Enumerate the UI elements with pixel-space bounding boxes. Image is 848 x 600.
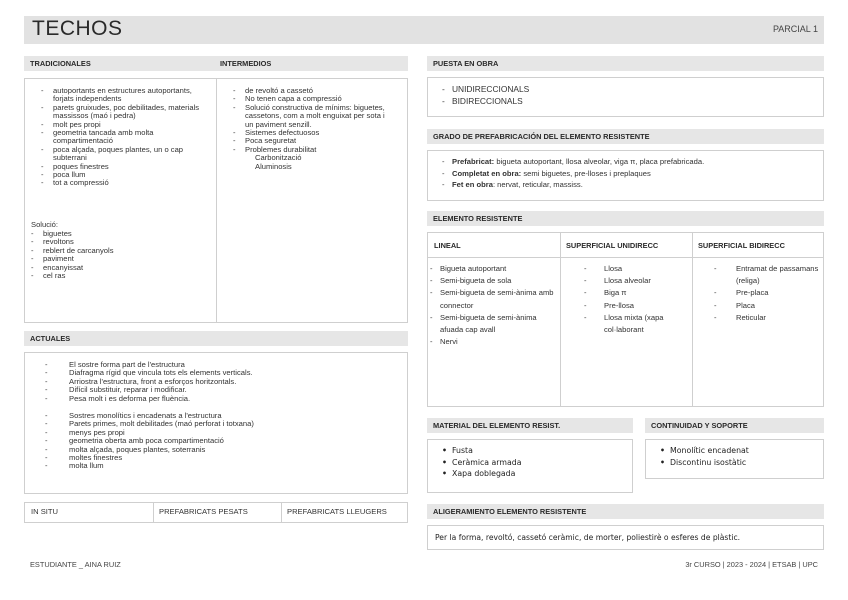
list-item: • Fusta — [442, 445, 521, 457]
list-item: - molt pes propi — [41, 121, 213, 129]
header-superficial-unidirecc: SUPERFICIAL UNIDIRECC — [566, 241, 659, 250]
tab-in-situ[interactable]: IN SITU — [31, 507, 59, 516]
unidirecc-list — [584, 263, 690, 336]
tradicionales-intermedios-box — [24, 78, 408, 323]
list-item: - Arriostra l'estructura, front a esforços horitzontals. — [45, 378, 400, 386]
list-item: - Sistemes defectuosos — [233, 129, 393, 137]
continuidad-title: CONTINUIDAD Y SOPORTE — [651, 421, 748, 430]
actuales-bar — [24, 331, 408, 346]
list-item: Aluminosis — [255, 161, 292, 171]
footer-course: 3r CURSO | 2023 - 2024 | ETSAB | UPC — [685, 560, 818, 569]
list-item: - moltes finestres — [45, 454, 400, 462]
intermedios-list — [233, 87, 393, 171]
tradicionales-title: TRADICIONALES — [30, 59, 91, 68]
grado-box — [427, 150, 824, 201]
list-item: - Fet en obra: nervat, reticular, massiss. — [442, 179, 820, 191]
list-item: - Pre-llosa — [584, 300, 690, 312]
list-item: - molta alçada, poques plantes, soterranis — [45, 446, 400, 454]
list-item: - Solució constructiva de mínims: biguetes, cassetons, com a molt enguixat per sota i un paviment senzill. — [233, 104, 393, 129]
list-item: - Semi-bigueta de sola — [430, 275, 554, 287]
list-item: • Monolític encadenat — [660, 445, 749, 457]
list-item: - molta llum — [45, 462, 400, 470]
puesta-title: PUESTA EN OBRA — [433, 59, 499, 68]
list-item: - Reticular — [714, 312, 820, 324]
list-item: • Ceràmica armada — [442, 457, 521, 469]
actuales-list — [45, 361, 400, 471]
list-item: - menys pes propi — [45, 429, 400, 437]
list-item: - Semi-bigueta de semi-ànima afuada cap avall — [430, 312, 554, 336]
list-item: • Xapa doblegada — [442, 468, 521, 480]
list-item: - autoportants en estructures autoportants, forjats independents — [41, 87, 213, 104]
list-item: - poques finestres — [41, 163, 213, 171]
list-item: - parets gruixudes, poc debilitades, materials massissos (maó i pedra) — [41, 104, 213, 121]
material-list — [442, 445, 521, 480]
list-item: - revoltons — [31, 238, 211, 246]
list-item: - cel ras — [31, 272, 211, 280]
list-item: - Prefabricat: bigueta autoportant, llosa alveolar, viga π, placa prefabricada. — [442, 156, 820, 168]
list-item: - paviment — [31, 255, 211, 263]
list-item: - Placa — [714, 300, 820, 312]
list-item: - Llosa mixta (xapa col·laborant — [584, 312, 690, 336]
intermedios-title: INTERMEDIOS — [220, 59, 272, 68]
list-item: - geometria oberta amb poca compartimentació — [45, 437, 400, 445]
solucio-list — [31, 230, 211, 280]
grado-title: GRADO DE PREFABRICACIÓN DEL ELEMENTO RESISTENTE — [433, 132, 650, 141]
aligeramiento-title: ALIGERAMIENTO ELEMENTO RESISTENTE — [433, 507, 587, 516]
list-item: - Sostres monolítics i encadenats a l'estructura — [45, 412, 400, 420]
list-item: - Bigueta autoportant — [430, 263, 554, 275]
aligeramiento-box — [427, 525, 824, 550]
footer-student: ESTUDIANTE _ AINA RUIZ — [30, 560, 121, 569]
actuales-box — [24, 352, 408, 494]
material-bar — [427, 418, 633, 433]
list-item: - UNIDIRECCIONALS — [442, 83, 529, 95]
material-title: MATERIAL DEL ELEMENTO RESIST. — [433, 421, 561, 430]
header-superficial-bidirecc: SUPERFICIAL BIDIRECC — [698, 241, 785, 250]
grado-list — [442, 156, 820, 191]
list-item: - Diafragma rígid que vincula tots els elements verticals. — [45, 369, 400, 377]
grado-bar — [427, 129, 824, 144]
list-item: - tot a compressió — [41, 179, 213, 187]
material-box — [427, 439, 633, 493]
puesta-bar — [427, 56, 824, 71]
header-lineal: LINEAL — [434, 241, 461, 250]
list-item: - El sostre forma part de l'estructura — [45, 361, 400, 369]
list-item: - Pesa molt i es deforma per fluència. — [45, 395, 400, 403]
puesta-list — [442, 83, 529, 107]
elemento-bar — [427, 211, 824, 226]
list-item: - de revoltó a cassetó — [233, 87, 393, 95]
list-item: - Entramat de passamans (religa) — [714, 263, 820, 287]
list-item: - Llosa — [584, 263, 690, 275]
list-item: - Biga π — [584, 287, 690, 299]
list-item: - Semi-bigueta de semi-ànima amb connector — [430, 287, 554, 311]
list-item: - Llosa alveolar — [584, 275, 690, 287]
list-item: Carbonització — [255, 153, 302, 163]
list-item: - geometria tancada amb molta compartimentació — [41, 129, 213, 146]
actuales-title: ACTUALES — [30, 334, 71, 343]
list-item: - Poca seguretat — [233, 137, 393, 145]
list-item: - Problemes durabilitat — [233, 146, 393, 154]
tradicionales-list — [41, 87, 213, 188]
list-item: - BIDIRECCIONALS — [442, 95, 529, 107]
elemento-box — [427, 232, 824, 407]
puesta-box — [427, 77, 824, 117]
continuidad-bar — [645, 418, 824, 433]
elemento-title: ELEMENTO RESISTENTE — [433, 214, 523, 223]
lineal-list — [430, 263, 554, 348]
list-item: - encanyissat — [31, 264, 211, 272]
bidirecc-list — [714, 263, 820, 324]
list-item: - poca llum — [41, 171, 213, 179]
tab-prefabricats-pesats[interactable]: PREFABRICATS PESATS — [159, 507, 248, 516]
continuidad-list — [660, 445, 749, 468]
aligeramiento-text: Per la forma, revoltó, cassetó ceràmic, de morter, poliestirè o esferes de plàstic. — [435, 533, 741, 542]
aligeramiento-bar — [427, 504, 824, 519]
list-item: - poca alçada, poques plantes, un o cap subterrani — [41, 146, 213, 163]
continuidad-box — [645, 439, 824, 479]
tab-prefabricats-lleugers[interactable]: PREFABRICATS LLEUGERS — [287, 507, 387, 516]
tradicionales-intermedios-bar — [24, 56, 408, 71]
list-item: - Pre-placa — [714, 287, 820, 299]
list-item: - Parets primes, molt debilitades (maó perforat i totxana) — [45, 420, 400, 428]
solucio-label: Solució: — [31, 220, 59, 229]
list-item: - Completat en obra: semi biguetes, pre-lloses i preplaques — [442, 168, 820, 180]
list-item: - No tenen capa a compressió — [233, 95, 393, 103]
list-item: • Discontinu isostàtic — [660, 457, 749, 469]
page-header — [24, 16, 824, 44]
list-item: - Nervi — [430, 336, 554, 348]
list-item: - Difícil substituir, reparar i modificar. — [45, 386, 400, 394]
list-item: - reblert de carcanyols — [31, 247, 211, 255]
type-tabs — [24, 502, 408, 523]
page-title: TECHOS — [32, 17, 123, 40]
list-item: - biguetes — [31, 230, 211, 238]
partial-label: PARCIAL 1 — [772, 24, 818, 34]
